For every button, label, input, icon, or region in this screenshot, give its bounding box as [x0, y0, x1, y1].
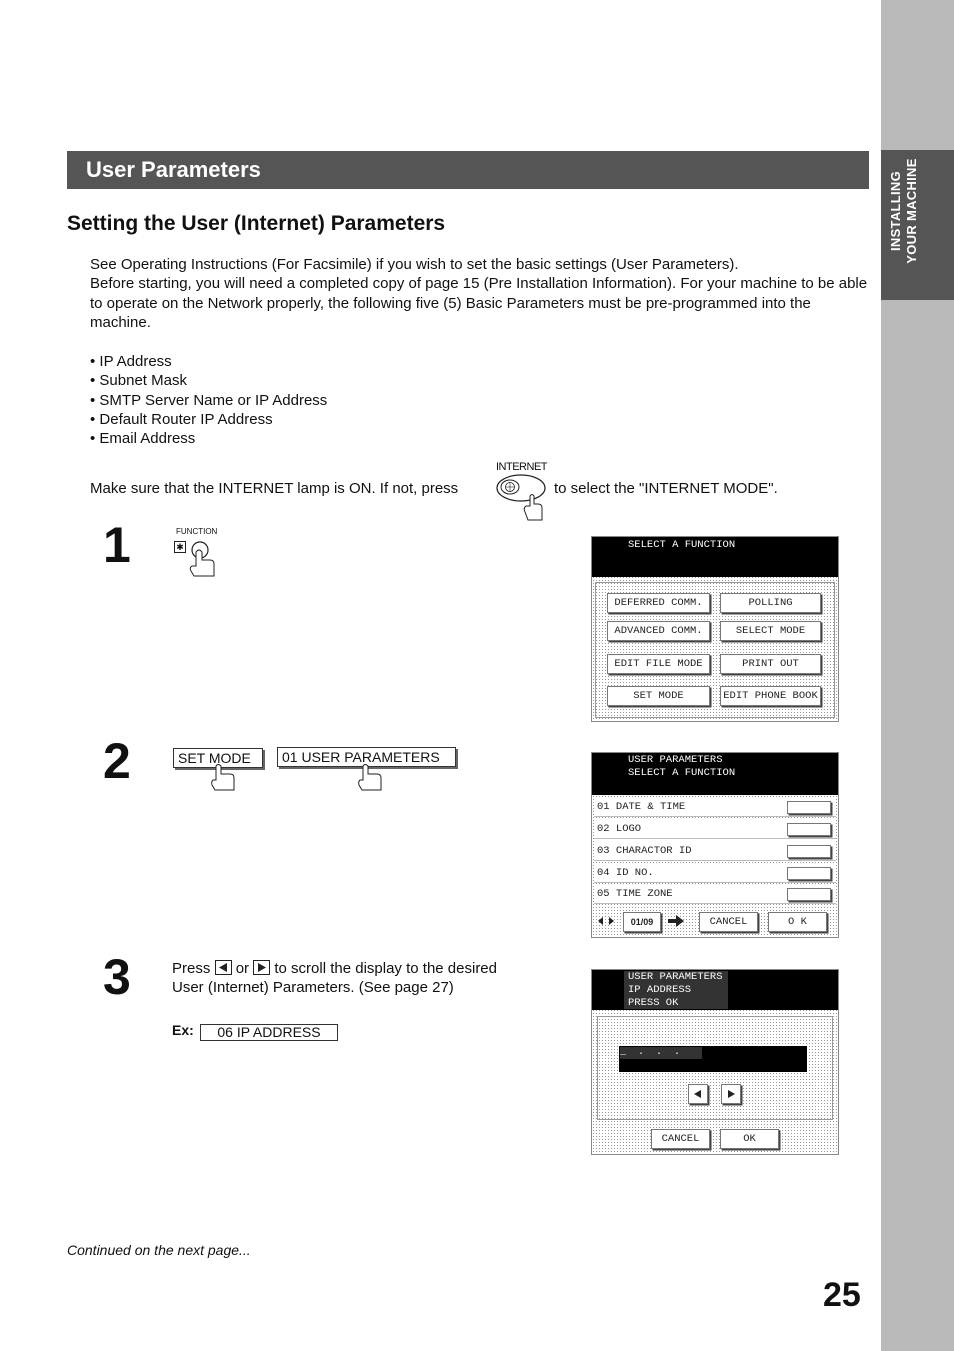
- ok-button[interactable]: O K: [768, 912, 827, 932]
- edit-phone-book-button[interactable]: EDIT PHONE BOOK: [720, 686, 821, 706]
- step3-text-rest: to scroll the display to the desired: [274, 960, 497, 977]
- function-key-press-icon[interactable]: [186, 538, 220, 578]
- row-label: 01 DATE & TIME: [597, 801, 686, 813]
- row-select-button[interactable]: [787, 801, 831, 814]
- list-item[interactable]: [594, 884, 836, 904]
- print-out-button[interactable]: PRINT OUT: [720, 654, 821, 674]
- section-title: User Parameters: [86, 157, 261, 182]
- step3-instruction: [172, 959, 552, 997]
- section-title-bar: [67, 151, 869, 189]
- display-hint: PRESS OK: [628, 997, 679, 1009]
- display-title: USER PARAMETERS: [628, 754, 723, 766]
- list-item: • IP Address: [90, 353, 172, 370]
- display-title: USER PARAMETERS: [628, 971, 723, 983]
- intro-paragraph-1: See Operating Instructions (For Facsimile) if you wish to set the basic settings (User Parameters).: [90, 256, 739, 273]
- user-parameters-key[interactable]: 01 USER PARAMETERS: [277, 747, 456, 767]
- hand-press-icon: [210, 764, 238, 792]
- left-arrow-icon: [689, 1085, 707, 1103]
- step-number-2: 2: [103, 733, 131, 789]
- step3-text-press: Press: [172, 960, 211, 977]
- ok-button[interactable]: OK: [720, 1129, 779, 1149]
- step2-display: [591, 752, 839, 938]
- display-header: [592, 970, 838, 1010]
- scroll-arrows-icon[interactable]: [596, 913, 616, 929]
- row-label: 04 ID NO.: [597, 867, 654, 879]
- step3-text-line2: User (Internet) Parameters. (See page 27): [172, 979, 454, 996]
- side-tab-line1: INSTALLING: [888, 170, 903, 252]
- row-label: 02 LOGO: [597, 823, 642, 835]
- row-label: 03 CHARACTOR ID: [597, 845, 692, 857]
- set-mode-button[interactable]: SET MODE: [607, 686, 710, 706]
- display-subtitle: SELECT A FUNCTION: [628, 767, 736, 779]
- step3-display: [591, 969, 839, 1155]
- set-mode-key[interactable]: SET MODE: [173, 748, 263, 768]
- lamp-instruction-before: Make sure that the INTERNET lamp is ON. If not, press: [90, 480, 459, 497]
- internet-button-icon[interactable]: [494, 472, 550, 522]
- row-select-button[interactable]: [787, 823, 831, 836]
- left-arrow-button[interactable]: [688, 1084, 708, 1104]
- display-subtitle: IP ADDRESS: [628, 984, 692, 996]
- list-item: • Default Router IP Address: [90, 410, 273, 428]
- ip-address-input[interactable]: _ . . .: [620, 1047, 702, 1059]
- side-tab-label: [888, 136, 948, 286]
- right-arrow-button[interactable]: [721, 1084, 741, 1104]
- example-label: Ex:: [172, 1022, 194, 1038]
- right-arrow-icon: [722, 1085, 740, 1103]
- intro-paragraph-2: Before starting, you will need a completed copy of page 15 (Pre Installation Information). For your machine to be able to operate on the Network properly, the following five (5) Basic Parameters must be pre-programmed into the machine.: [90, 275, 868, 331]
- cancel-button[interactable]: CANCEL: [699, 912, 758, 932]
- hand-press-icon: [357, 764, 385, 792]
- polling-button[interactable]: POLLING: [720, 593, 821, 613]
- subheading: Setting the User (Internet) Parameters: [67, 212, 446, 235]
- page-indicator: 01/09: [623, 912, 661, 932]
- lamp-instruction-after: to select the "INTERNET MODE".: [554, 480, 778, 497]
- list-item: • SMTP Server Name or IP Address: [90, 391, 328, 409]
- select-mode-button[interactable]: SELECT MODE: [720, 621, 821, 641]
- continued-note: Continued on the next page...: [67, 1242, 251, 1258]
- edit-file-mode-button[interactable]: EDIT FILE MODE: [607, 654, 710, 674]
- row-select-button[interactable]: [787, 888, 831, 901]
- cancel-button[interactable]: CANCEL: [651, 1129, 710, 1149]
- step3-text-or: or: [235, 960, 250, 977]
- list-item[interactable]: [594, 797, 836, 817]
- row-select-button[interactable]: [787, 845, 831, 858]
- list-item[interactable]: [594, 863, 836, 883]
- step-number-3: 3: [103, 949, 131, 1005]
- row-label: 05 TIME ZONE: [597, 888, 673, 900]
- step-number-1: 1: [103, 517, 131, 573]
- list-item: • Email Address: [90, 430, 196, 448]
- display-header: [592, 537, 838, 577]
- list-item[interactable]: [594, 819, 836, 839]
- list-item[interactable]: [594, 841, 836, 861]
- basic-parameters-list: [90, 352, 327, 448]
- function-key-label: FUNCTION: [176, 527, 218, 536]
- display-title: SELECT A FUNCTION: [628, 539, 736, 551]
- example-value-box: 06 IP ADDRESS: [200, 1024, 338, 1041]
- right-arrow-key-icon[interactable]: [253, 960, 270, 975]
- page-number: 25: [823, 1276, 861, 1314]
- display-header: [592, 753, 838, 795]
- deferred-comm-button[interactable]: DEFERRED COMM.: [607, 593, 710, 613]
- side-tab-line2: YOUR MACHINE: [904, 158, 919, 264]
- intro-text: [90, 255, 875, 332]
- left-arrow-key-icon[interactable]: [215, 960, 232, 975]
- internet-button-label: INTERNET: [496, 461, 547, 473]
- advanced-comm-button[interactable]: ADVANCED COMM.: [607, 621, 710, 641]
- step1-display: [591, 536, 839, 722]
- asterisk-key-icon: ✱: [174, 541, 186, 553]
- list-item: • Subnet Mask: [90, 372, 187, 390]
- row-select-button[interactable]: [787, 867, 831, 880]
- next-page-arrow-icon[interactable]: [666, 913, 686, 929]
